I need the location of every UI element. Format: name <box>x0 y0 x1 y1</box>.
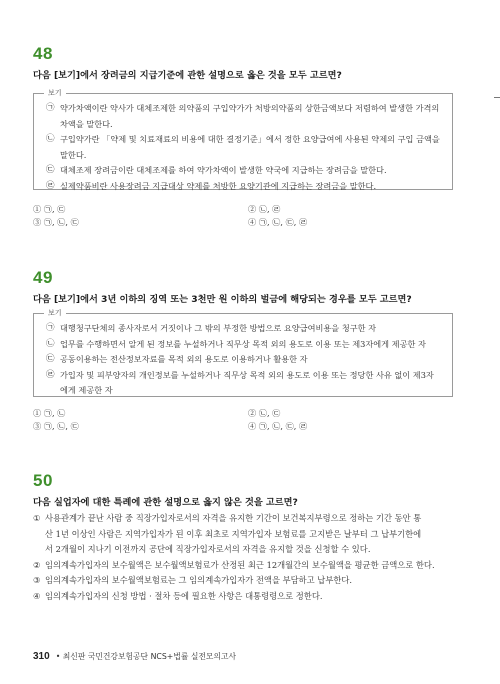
option-1[interactable]: ① ㉠, ㉡ <box>33 408 66 418</box>
example-box-label: 보기 <box>44 88 66 99</box>
answer-option-4[interactable]: ④ 임의계속가입자의 신청 방법 · 절차 등에 필요한 사항은 대통령령으로 정한다. <box>33 590 323 601</box>
option-3[interactable]: ③ ㉠, ㉡, ㉢ <box>33 421 79 431</box>
option-4[interactable]: ④ ㉠, ㉡, ㉢, ㉣ <box>248 217 308 227</box>
example-item: ㉣ 실제약품비란 사용장려금 지급대상 약제를 처방한 요양기관에 지급하는 장려금을 말한다. <box>46 180 377 191</box>
answer-list-50 <box>33 511 473 605</box>
book-title: • 최신판 국민건강보험공단 NCS+법률 실전모의고사 <box>55 652 237 661</box>
option-2[interactable]: ② ㉡, ㉢ <box>248 408 281 418</box>
margin-tick <box>494 97 500 98</box>
example-item: ㉢ 대체조제 장려금이란 대체조제를 하여 약가차액이 발생한 약국에 지급하는 장려금을 말한다. <box>46 165 387 175</box>
option-2[interactable]: ② ㉡, ㉣ <box>248 204 281 214</box>
example-item: ㉣ 가입자 및 피부양자의 개인정보를 누설하거나 직무상 목적 외의 용도로 이용 또는 정당한 사유 없이 제3자에게 제공한 자 <box>46 369 434 395</box>
option-4[interactable]: ④ ㉠, ㉡, ㉢, ㉣ <box>248 421 308 431</box>
example-item: ㉢ 공동이용하는 전산정보자료를 목적 외의 용도로 이용하거나 활용한 자 <box>46 354 308 364</box>
example-item: ㉡ 구입약가란 「약제 및 치료재료의 비용에 대한 결정기준」에서 정한 요양급여에 사용된 약제의 구입 금액을 말한다. <box>46 134 440 160</box>
question-text-50: 다음 실업자에 대한 특례에 관한 설명으로 옳지 않은 것을 고르면? <box>33 497 298 508</box>
answer-option-1[interactable]: ① 사용관계가 끝난 사람 중 직장가입자로서의 자격을 유지한 기간이 보건복지부령으로 정하는 기간 동안 통 산 1년 이상인 사람은 지역가입자가 된 이후 최초로 지역가입자 보험료를 고지받은 날부터 그 납부기한에 서 2개월이 지나기 이전까지 공단에 직장가입자로서의 자격을 유지할 것을 신청할 수 있다. <box>33 513 422 555</box>
example-item: ㉠ 대행청구단체의 종사자로서 거짓이나 그 밖의 부정한 방법으로 요양급여비용을 청구한 자 <box>46 323 377 333</box>
option-1[interactable]: ① ㉠, ㉢ <box>33 204 66 214</box>
example-item: ㉠ 약가차액이란 약사가 대체조제한 의약품의 구입약가가 처방의약품의 상한금액보다 저렴하여 발생한 가격의 차액을 말한다. <box>46 103 440 129</box>
question-number-49: 49 <box>33 268 53 287</box>
question-number-50: 50 <box>33 471 53 490</box>
example-box-49 <box>33 309 453 397</box>
question-text-49: 다음 [보기]에서 3년 이하의 징역 또는 3천만 원 이하의 벌금에 해당되는 경우를 모두 고르면? <box>33 294 412 305</box>
question-text-48: 다음 [보기]에서 장려금의 지급기준에 관한 설명으로 옳은 것을 모두 고르면? <box>33 70 342 81</box>
answer-option-3[interactable]: ③ 임의계속가입자의 보수월액보험료는 그 임의계속가입자가 전액을 부담하고 납부한다. <box>33 575 352 586</box>
question-number-48: 48 <box>33 44 53 63</box>
example-item: ㉡ 업무를 수행하면서 알게 된 정보를 누설하거나 직무상 목적 외의 용도로 이용 또는 제3자에게 제공한 자 <box>46 338 426 349</box>
option-3[interactable]: ③ ㉠, ㉡, ㉢ <box>33 217 79 227</box>
page-number: 310 <box>33 651 50 662</box>
example-box-label: 보기 <box>44 308 66 319</box>
example-box-48 <box>33 89 453 191</box>
page-footer <box>33 651 236 662</box>
answer-option-2[interactable]: ② 임의계속가입자의 보수월액은 보수월액보험료가 산정된 최근 12개월간의 보수월액을 평균한 금액으로 한다. <box>33 559 435 570</box>
